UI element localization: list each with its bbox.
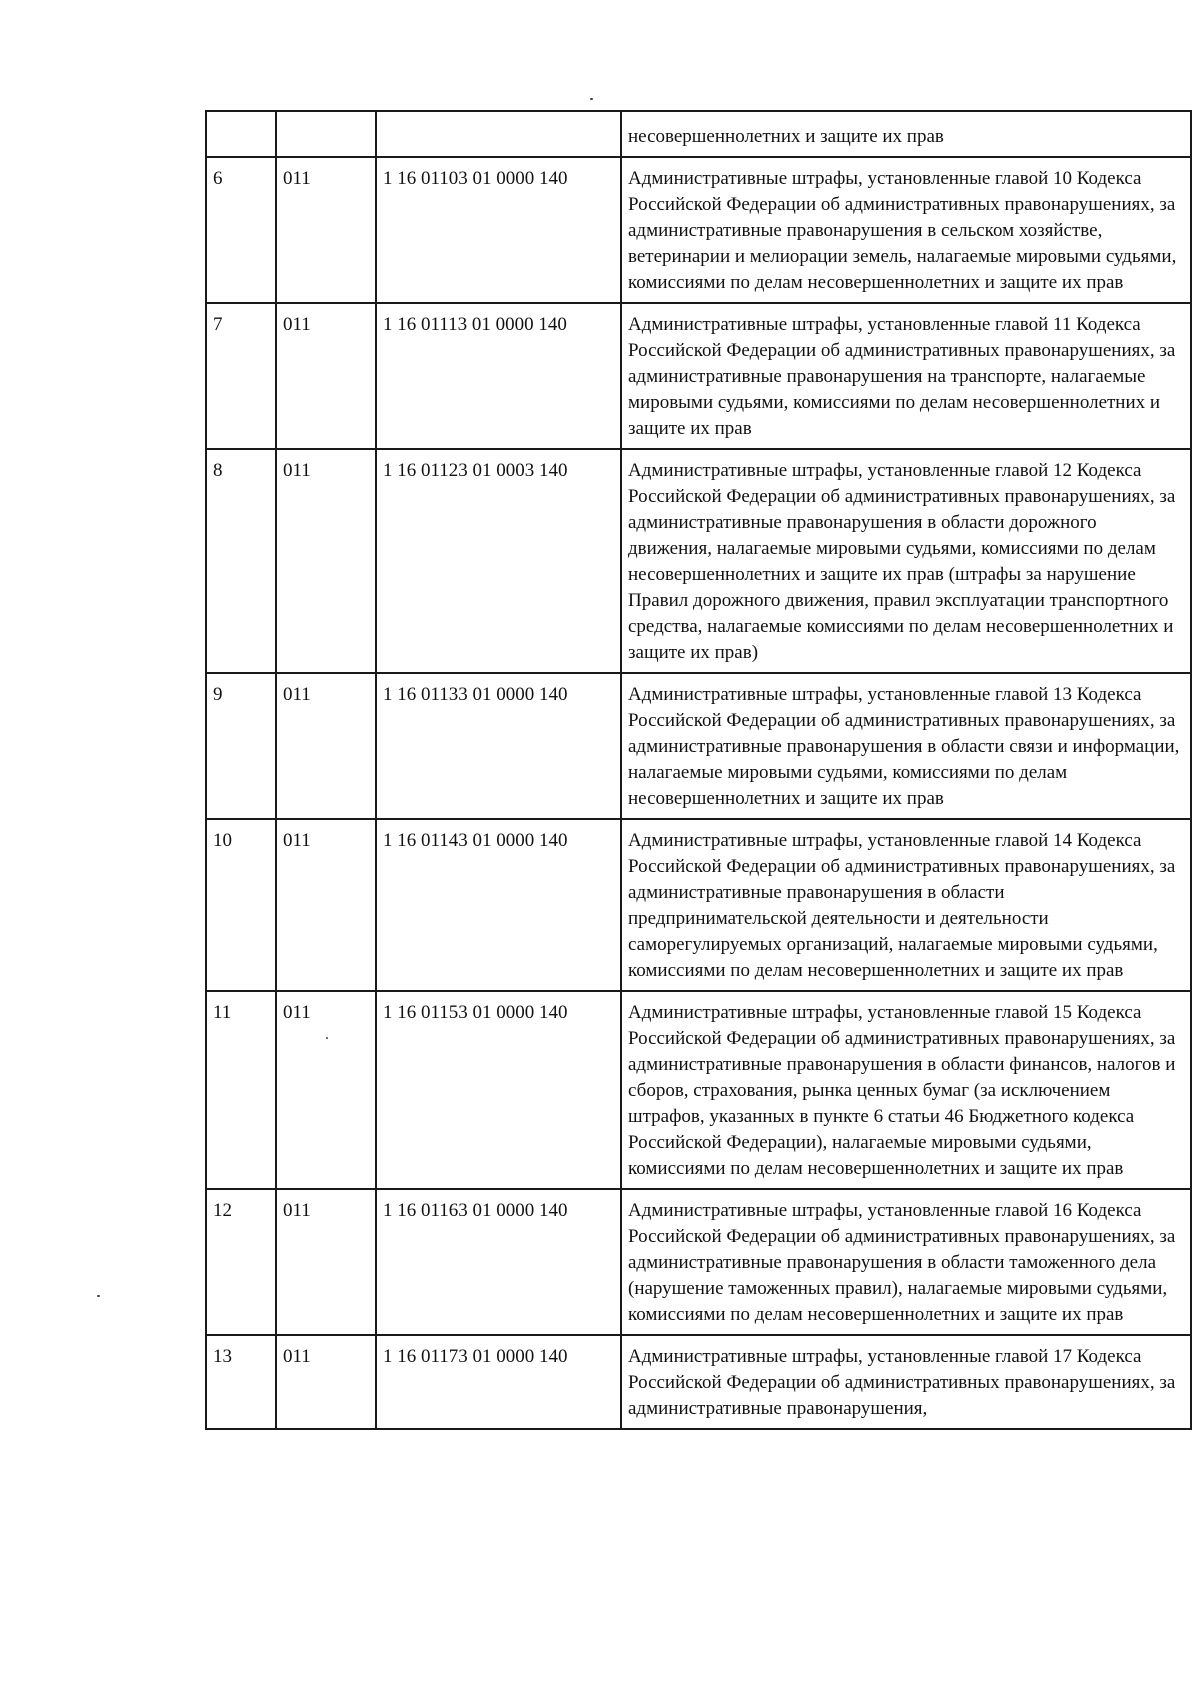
admin-code-cell: 011 <box>276 1335 376 1429</box>
description-cell: Административные штрафы, установленные главой 13 Кодекса Российской Федерации об административных правонарушениях, за административные правонарушения в области связи и информации, налагаемые мировыми судьями, комиссиями по делам несовершеннолетних и защите их прав <box>621 673 1191 819</box>
kbk-code-cell: 1 16 01143 01 0000 140 <box>376 819 621 991</box>
kbk-code-cell: 1 16 01153 01 0000 140 <box>376 991 621 1189</box>
table-row <box>206 819 1191 991</box>
description-cell: несовершеннолетних и защите их прав <box>621 111 1191 157</box>
revenue-codes-table <box>205 110 1192 1430</box>
kbk-code-cell: 1 16 01133 01 0000 140 <box>376 673 621 819</box>
row-number-cell: 10 <box>206 819 276 991</box>
description-cell: Административные штрафы, установленные главой 11 Кодекса Российской Федерации об административных правонарушениях, за административные правонарушения на транспорте, налагаемые мировыми судьями, комиссиями по делам несовершеннолетних и защите их прав <box>621 303 1191 449</box>
row-number-cell: 11 <box>206 991 276 1189</box>
table-row-continuation <box>206 111 1191 157</box>
description-cell: Административные штрафы, установленные главой 12 Кодекса Российской Федерации об административных правонарушениях, за административные правонарушения в области дорожного движения, налагаемые мировыми судьями, комиссиями по делам несовершеннолетних и защите их прав (штрафы за нарушение Правил дорожного движения, правил эксплуатации транспортного средства, налагаемые комиссиями по делам несовершеннолетних и защите их прав) <box>621 449 1191 673</box>
kbk-code-cell: 1 16 01123 01 0003 140 <box>376 449 621 673</box>
table-row <box>206 1335 1191 1429</box>
description-cell: Административные штрафы, установленные главой 14 Кодекса Российской Федерации об административных правонарушениях, за административные правонарушения в области предпринимательской деятельности и деятельности саморегулируемых организаций, налагаемые мировыми судьями, комиссиями по делам несовершеннолетних и защите их прав <box>621 819 1191 991</box>
admin-code-cell: 011 <box>276 673 376 819</box>
kbk-code-cell: 1 16 01103 01 0000 140 <box>376 157 621 303</box>
kbk-code-cell: 1 16 01173 01 0000 140 <box>376 1335 621 1429</box>
row-number-cell: 8 <box>206 449 276 673</box>
admin-code-cell: 011 <box>276 449 376 673</box>
row-number-cell: 6 <box>206 157 276 303</box>
kbk-code-cell <box>376 111 621 157</box>
description-cell: Административные штрафы, установленные главой 17 Кодекса Российской Федерации об административных правонарушениях, за административные правонарушения, <box>621 1335 1191 1429</box>
description-cell: Административные штрафы, установленные главой 15 Кодекса Российской Федерации об административных правонарушениях, за административные правонарушения в области финансов, налогов и сборов, страхования, рынка ценных бумаг (за исключением штрафов, указанных в пункте 6 статьи 46 Бюджетного кодекса Российской Федерации), налагаемые мировыми судьями, комиссиями по делам несовершеннолетних и защите их прав <box>621 991 1191 1189</box>
admin-code-cell: 011 <box>276 157 376 303</box>
description-cell: Административные штрафы, установленные главой 10 Кодекса Российской Федерации об административных правонарушениях, за административные правонарушения в сельском хозяйстве, ветеринарии и мелиорации земель, налагаемые мировыми судьями, комиссиями по делам несовершеннолетних и защите их прав <box>621 157 1191 303</box>
table-row <box>206 1189 1191 1335</box>
row-number-cell: 7 <box>206 303 276 449</box>
row-number-cell: 12 <box>206 1189 276 1335</box>
kbk-code-cell: 1 16 01163 01 0000 140 <box>376 1189 621 1335</box>
admin-code-cell: 011 <box>276 991 376 1189</box>
row-number-cell <box>206 111 276 157</box>
table-row <box>206 157 1191 303</box>
admin-code-cell: 011 <box>276 819 376 991</box>
admin-code-cell: 011 <box>276 1189 376 1335</box>
kbk-code-cell: 1 16 01113 01 0000 140 <box>376 303 621 449</box>
table-row <box>206 673 1191 819</box>
table-body <box>206 111 1191 1429</box>
row-number-cell: 13 <box>206 1335 276 1429</box>
admin-code-cell: 011 <box>276 303 376 449</box>
scan-speck <box>590 98 593 100</box>
table-row <box>206 449 1191 673</box>
table-row <box>206 991 1191 1189</box>
admin-code-cell <box>276 111 376 157</box>
description-cell: Административные штрафы, установленные главой 16 Кодекса Российской Федерации об административных правонарушениях, за административные правонарушения в области таможенного дела (нарушение таможенных правил), налагаемые мировыми судьями, комиссиями по делам несовершеннолетних и защите их прав <box>621 1189 1191 1335</box>
row-number-cell: 9 <box>206 673 276 819</box>
table-row <box>206 303 1191 449</box>
scan-speck <box>97 1295 100 1297</box>
